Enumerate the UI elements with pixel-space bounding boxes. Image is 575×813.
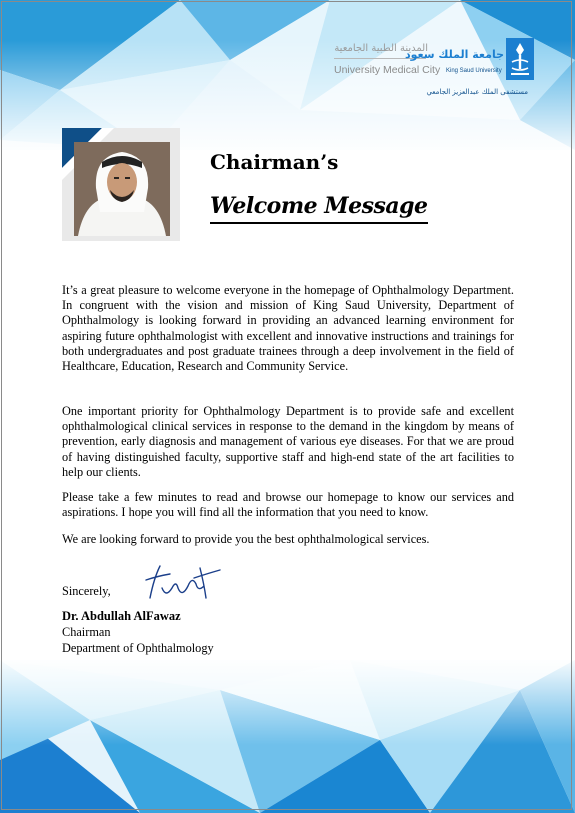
ksu-arabic-text: جامعة الملك سعود bbox=[405, 48, 504, 61]
title-underline bbox=[210, 222, 428, 224]
title-line-2: Welcome Message bbox=[210, 193, 428, 219]
closing-text: Sincerely, bbox=[62, 584, 111, 598]
umc-arabic-text: المدينة الطبية الجامعية bbox=[334, 43, 428, 54]
ksu-english-text: King Saud University bbox=[446, 68, 502, 74]
paragraph-3: Please take a few minutes to read and browse our homepage to know our services and aspirations. I hope you will find all the information that you need to know. bbox=[62, 490, 514, 520]
chairman-portrait bbox=[74, 142, 170, 236]
signature-icon bbox=[140, 558, 226, 608]
portrait-frame bbox=[62, 128, 180, 241]
ksu-arabic-logo bbox=[405, 38, 504, 64]
signatory-department: Department of Ophthalmology bbox=[62, 641, 214, 655]
signatory-name: Dr. Abdullah AlFawaz bbox=[62, 609, 181, 623]
paragraph-4: We are looking forward to provide you the best ophthalmological services. bbox=[62, 532, 430, 546]
paragraph-1: It’s a great pleasure to welcome everyone in the homepage of Ophthalmology Department. In congruent with the vision and mission of King Saud University, Department of Ophthalmology is looking forward in providing an advanced learning environment for aspiring future ophthalmologist with excellent and innovative instructions and trainings for both undergraduates and post graduate trainees through a deep involvement in the field of Healthcare, Education, Research and Community Service. bbox=[62, 283, 514, 374]
ksu-crest-icon bbox=[506, 38, 534, 80]
hospital-arabic-logo bbox=[426, 85, 528, 96]
umc-english-text: University Medical City bbox=[334, 64, 441, 76]
signatory-role: Chairman bbox=[62, 625, 111, 639]
title-line-1: Chairman’s bbox=[210, 150, 339, 174]
paragraph-2: One important priority for Ophthalmology Department is to provide safe and excellent ophthalmological clinical services in response to the demand in the kingdom by means of prevention, early diagnosis and management of various eye diseases. For that we are proud of having distinguished faculty, supportive staff and high-end state of the art facilities to help our clients. bbox=[62, 404, 514, 479]
hospital-arabic-text: مستشفى الملك عبدالعزيز الجامعي bbox=[426, 88, 528, 96]
